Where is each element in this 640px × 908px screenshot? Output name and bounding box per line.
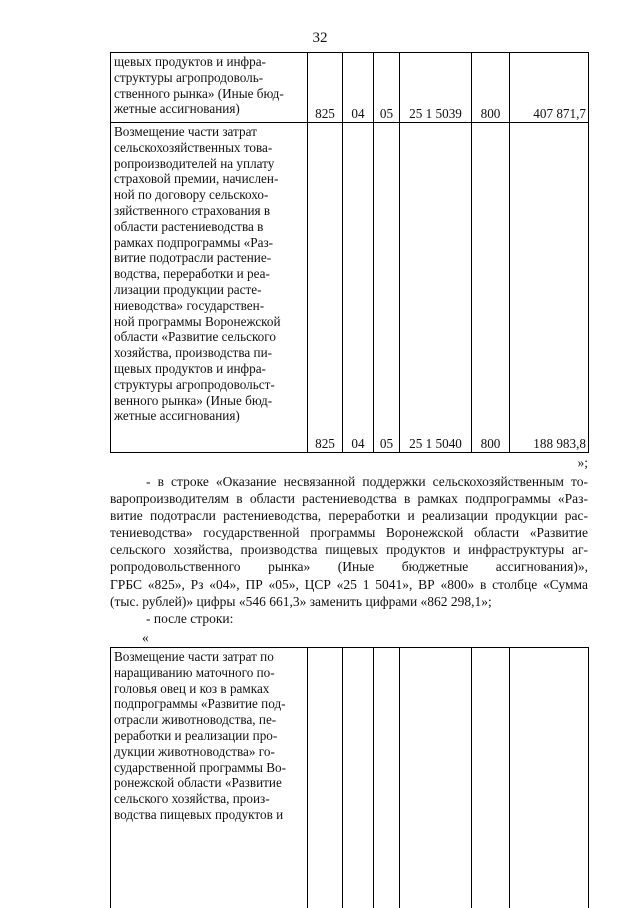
row-description: щевых продуктов и инфра- структуры агропродоволь- ственного рынка» (Иные бюд- жетные ассигнования) bbox=[111, 53, 308, 123]
vr-cell: 800 bbox=[472, 123, 510, 453]
page-number: 32 bbox=[312, 30, 328, 46]
opening-quote: « bbox=[142, 630, 149, 645]
paragraph-line: ропродовольственного рынка» (Иные бюджетные ассигнования)», bbox=[110, 559, 588, 575]
rz-cell bbox=[343, 648, 374, 908]
table-row bbox=[111, 53, 589, 123]
paragraph-line: сельского хозяйства, производства пищевых продуктов и инфраструктуры аг- bbox=[110, 542, 588, 558]
vr-cell: 800 bbox=[472, 53, 510, 123]
csr-cell: 25 1 5040 bbox=[400, 123, 472, 453]
paragraph-line: ГРБС «825», Рз «04», ПР «05», ЦСР «25 1 5041», ВР «800» в столбце «Сумма bbox=[110, 576, 588, 592]
paragraph-line: витие подотрасли растениеводства, переработки и реализации продукции рас- bbox=[110, 508, 588, 524]
sum-cell bbox=[510, 648, 589, 908]
vr-cell bbox=[472, 648, 510, 908]
paragraph-line: - в строке «Оказание несвязанной поддержки сельскохозяйственным то- bbox=[146, 474, 588, 489]
row-description: Возмещение части затрат сельскохозяйственных това- ропроизводителей на уплату страховой премии, начислен- ной по договору сельскохо- зяйственного страхования в области растениеводства в рамках подпрограммы «Раз- витие подотрасли растение- водства, переработки и реа- лизации продукции расте- ниеводства» государствен- ной программы Воронежской области «Развитие сельского хозяйства, производства пи- щевых продуктов и инфра- структуры агропродовольст- венного рынка» (Иные бюд- жетные ассигнования) bbox=[111, 123, 308, 453]
pr-cell: 05 bbox=[374, 123, 400, 453]
paragraph-line: варопроизводителям в области растениеводства в рамках подпрограммы «Раз- bbox=[110, 491, 588, 507]
grbs-cell: 825 bbox=[308, 53, 343, 123]
budget-table-bottom bbox=[110, 647, 589, 908]
pr-cell bbox=[374, 648, 400, 908]
pr-cell: 05 bbox=[374, 53, 400, 123]
after-row-text: - после строки: bbox=[146, 611, 234, 626]
rz-cell: 04 bbox=[343, 53, 374, 123]
paragraph-line: тениеводства» государственной программы Воронежской области «Развитие bbox=[110, 525, 588, 541]
table-row bbox=[111, 648, 589, 908]
paragraph-line: (тыс. рублей)» цифры «546 661,3» заменить цифрами «862 298,1»; bbox=[110, 593, 492, 609]
csr-cell: 25 1 5039 bbox=[400, 53, 472, 123]
amendment-paragraph bbox=[110, 473, 588, 610]
grbs-cell: 825 bbox=[308, 123, 343, 453]
grbs-cell bbox=[308, 648, 343, 908]
sum-cell: 188 983,8 bbox=[510, 123, 589, 453]
sum-cell: 407 871,7 bbox=[510, 53, 589, 123]
row-description: Возмещение части затрат по наращиванию маточного по- головья овец и коз в рамках подпрограммы «Развитие под- отрасли животноводства, пе- реработки и реализации про- дукции животноводства» го- сударственной программы Во- ронежской области «Развитие сельского хозяйства, произ- водства пищевых продуктов и bbox=[111, 648, 308, 908]
rz-cell: 04 bbox=[343, 123, 374, 453]
closing-quote: »; bbox=[577, 455, 588, 470]
budget-table-top bbox=[110, 52, 589, 453]
csr-cell bbox=[400, 648, 472, 908]
table-row bbox=[111, 123, 589, 453]
